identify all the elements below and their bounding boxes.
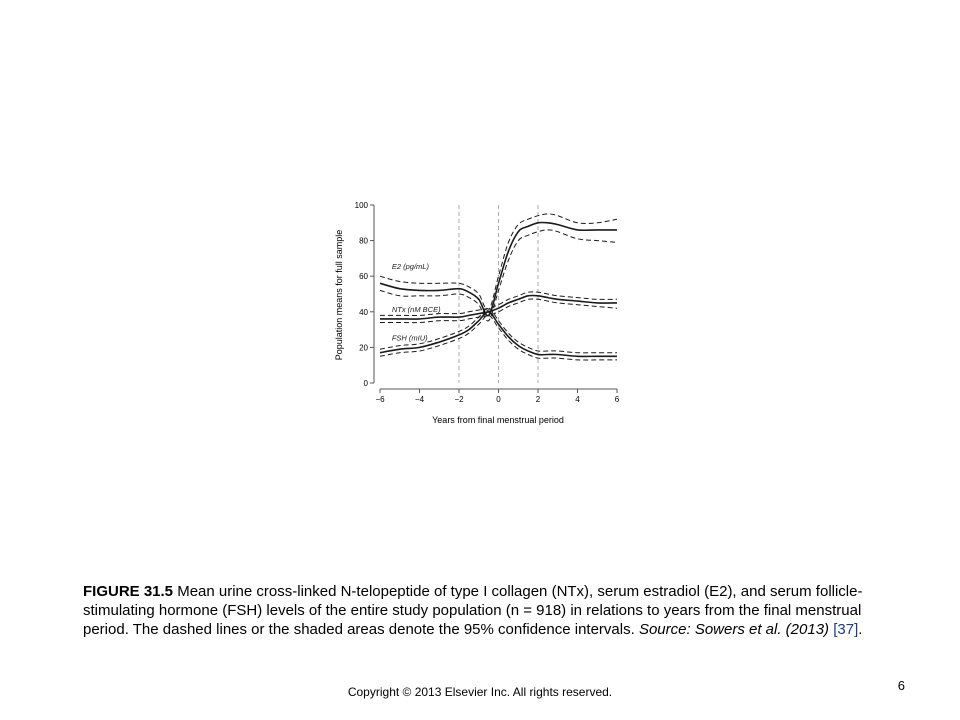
x-tick-label-3: 0	[496, 395, 501, 404]
y-tick-label-20: 20	[359, 343, 368, 353]
caption-source-text: Sowers et al. (2013)	[694, 621, 830, 638]
caption-end: .	[858, 621, 863, 638]
reference-link[interactable]: [37]	[833, 621, 859, 638]
x-tick-label-4: 2	[535, 395, 541, 404]
axes	[355, 201, 620, 404]
x-tick-label-6: 6	[614, 395, 620, 404]
figure-label: FIGURE 31.5	[83, 583, 174, 600]
x-tick-label-1: −4	[414, 395, 425, 404]
copyright-notice: Copyright © 2013 Elsevier Inc. All rights reserved.	[347, 685, 613, 699]
series-e2-label: E2 (pg/mL)	[391, 262, 429, 272]
caption-text: Mean urine cross-linked N-telopeptide of type I collagen (NTx), serum estradiol (E2), and serum follicle-stimulating hormone (FSH) levels of the entire study population (n = 918) in relations to years from the final menstrual period. The dashed lines or the shaded areas denote the 95% confidence intervals.	[83, 583, 863, 638]
y-tick-label-60: 60	[359, 272, 368, 282]
y-tick-label-100: 100	[354, 201, 368, 210]
y-tick-label-0: 0	[363, 379, 368, 388]
caption-source-label: Source:	[638, 621, 691, 638]
page-number: 6	[897, 678, 905, 693]
y-axis-label: Population means for full sample	[334, 229, 344, 361]
series-fsh-label: FSH (mIU)	[391, 333, 428, 343]
x-tick-label-2: −2	[454, 395, 464, 404]
y-tick-label-40: 40	[359, 307, 368, 317]
x-axis-label: Years from final menstrual period	[432, 415, 564, 425]
y-tick-label-80: 80	[359, 236, 368, 246]
line-chart	[330, 195, 630, 430]
series-ntx-label: NTx (nM BCE)	[391, 304, 441, 314]
x-tick-label-5: 4	[575, 395, 580, 404]
x-tick-label-0: −6	[375, 395, 385, 404]
figure-caption	[83, 582, 883, 639]
